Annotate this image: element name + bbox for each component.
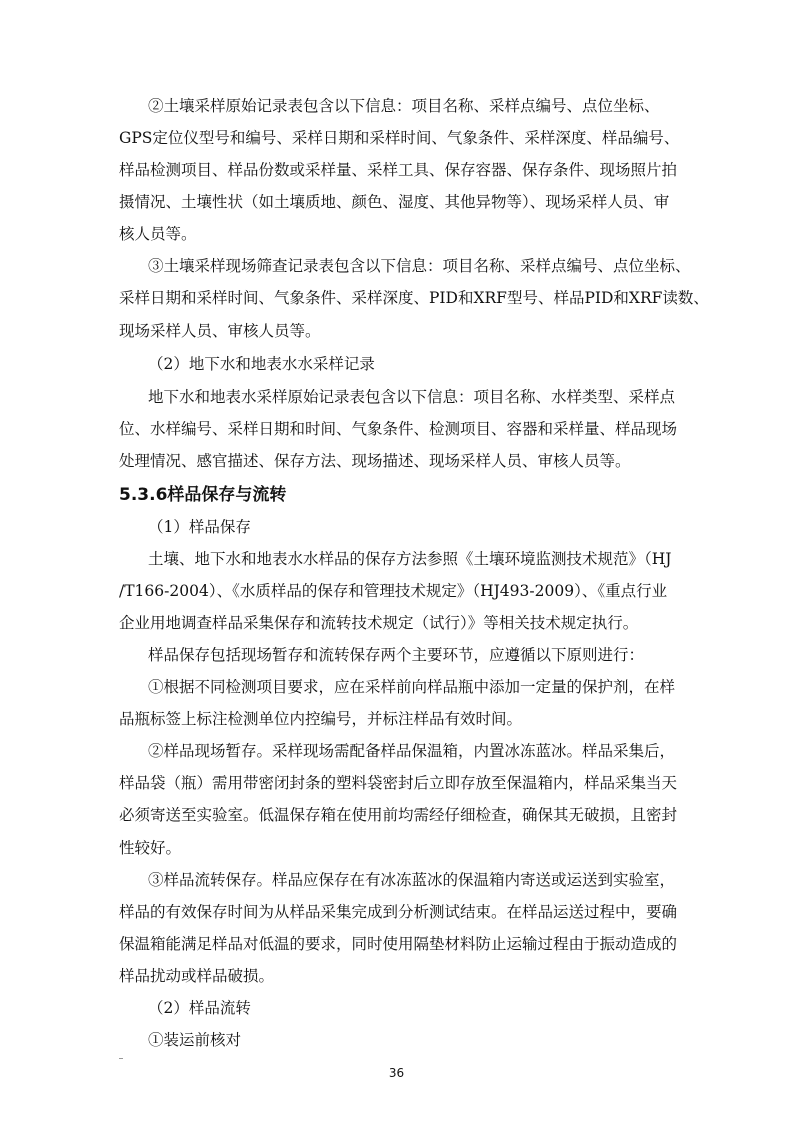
paragraph-line: 品瓶标签上标注检测单位内控编号，并标注样品有效时间。	[119, 710, 523, 728]
paragraph-line: 采样日期和采样时间、气象条件、采样深度、PID和XRF型号、样品PID和XRF读数、	[119, 289, 709, 307]
paragraph-line: 样品扰动或样品破损。	[119, 967, 275, 985]
footer-mark	[119, 1058, 123, 1059]
paragraph-line: 样品袋（瓶）需用带密闭封条的塑料袋密封后立即存放至保温箱内，样品采集当天	[119, 774, 678, 792]
paragraph-line: 企业用地调查样品采集保存和流转技术规定（试行）》等相关技术规定执行。	[119, 614, 639, 632]
subsection-title: （2）地下水和地表水水采样记录	[148, 355, 375, 373]
paragraph-line: 保温箱能满足样品对低温的要求，同时使用隔垫材料防止运输过程由于振动造成的	[119, 935, 678, 953]
paragraph-line: 处理情况、感官描述、保存方法、现场描述、现场采样人员、审核人员等。	[119, 452, 631, 470]
subsection-title: （2）样品流转	[148, 999, 251, 1017]
paragraph-line: 样品的有效保存时间为从样品采集完成到分析测试结束。在样品运送过程中，要确	[119, 903, 678, 921]
paragraph-line: 性较好。	[119, 839, 182, 857]
paragraph-line: /T166-2004）、《水质样品的保存和管理技术规定》（HJ493-2009）、《重点行业	[119, 582, 668, 600]
paragraph-line: 样品保存包括现场暂存和流转保存两个主要环节，应遵循以下原则进行：	[148, 646, 645, 664]
paragraph-line: GPS定位仪型号和编号、采样日期和采样时间、气象条件、采样深度、样品编号、	[119, 129, 680, 147]
paragraph-line: 样品检测项目、样品份数或采样量、采样工具、保存容器、保存条件、现场照片拍	[119, 161, 678, 179]
paragraph-line: 必须寄送至实验室。低温保存箱在使用前均需经仔细检查，确保其无破损，且密封	[119, 806, 678, 824]
paragraph-line: ③样品流转保存。样品应保存在有冰冻蓝冰的保温箱内寄送或运送到实验室，	[148, 871, 676, 889]
paragraph-line: ①根据不同检测项目要求，应在采样前向样品瓶中添加一定量的保护剂，在样	[148, 678, 676, 696]
paragraph-line: ②土壤采样原始记录表包含以下信息：项目名称、采样点编号、点位坐标、	[148, 97, 660, 115]
section-heading: 5.3.6样品保存与流转	[119, 485, 287, 505]
paragraph-line: 地下水和地表水采样原始记录表包含以下信息：项目名称、水样类型、采样点	[148, 388, 676, 406]
paragraph-line: ①装运前核对	[148, 1031, 242, 1049]
paragraph-line: 土壤、地下水和地表水水样品的保存方法参照《土壤环境监测技术规范》（HJ	[148, 550, 672, 568]
paragraph-line: 现场采样人员、审核人员等。	[119, 322, 321, 340]
paragraph-line: ②样品现场暂存。采样现场需配备样品保温箱，内置冰冻蓝冰。样品采集后，	[148, 742, 676, 760]
paragraph-line: 核人员等。	[119, 225, 197, 243]
paragraph-line: 位、水样编号、采样日期和时间、气象条件、检测项目、容器和采样量、样品现场	[119, 420, 678, 438]
paragraph-line: ③土壤采样现场筛查记录表包含以下信息：项目名称、采样点编号、点位坐标、	[148, 257, 691, 275]
subsection-title: （1）样品保存	[148, 518, 251, 536]
page-number: 36	[388, 1066, 405, 1080]
paragraph-line: 摄情况、土壤性状（如土壤质地、颜色、湿度、其他异物等）、现场采样人员、审	[119, 193, 670, 211]
